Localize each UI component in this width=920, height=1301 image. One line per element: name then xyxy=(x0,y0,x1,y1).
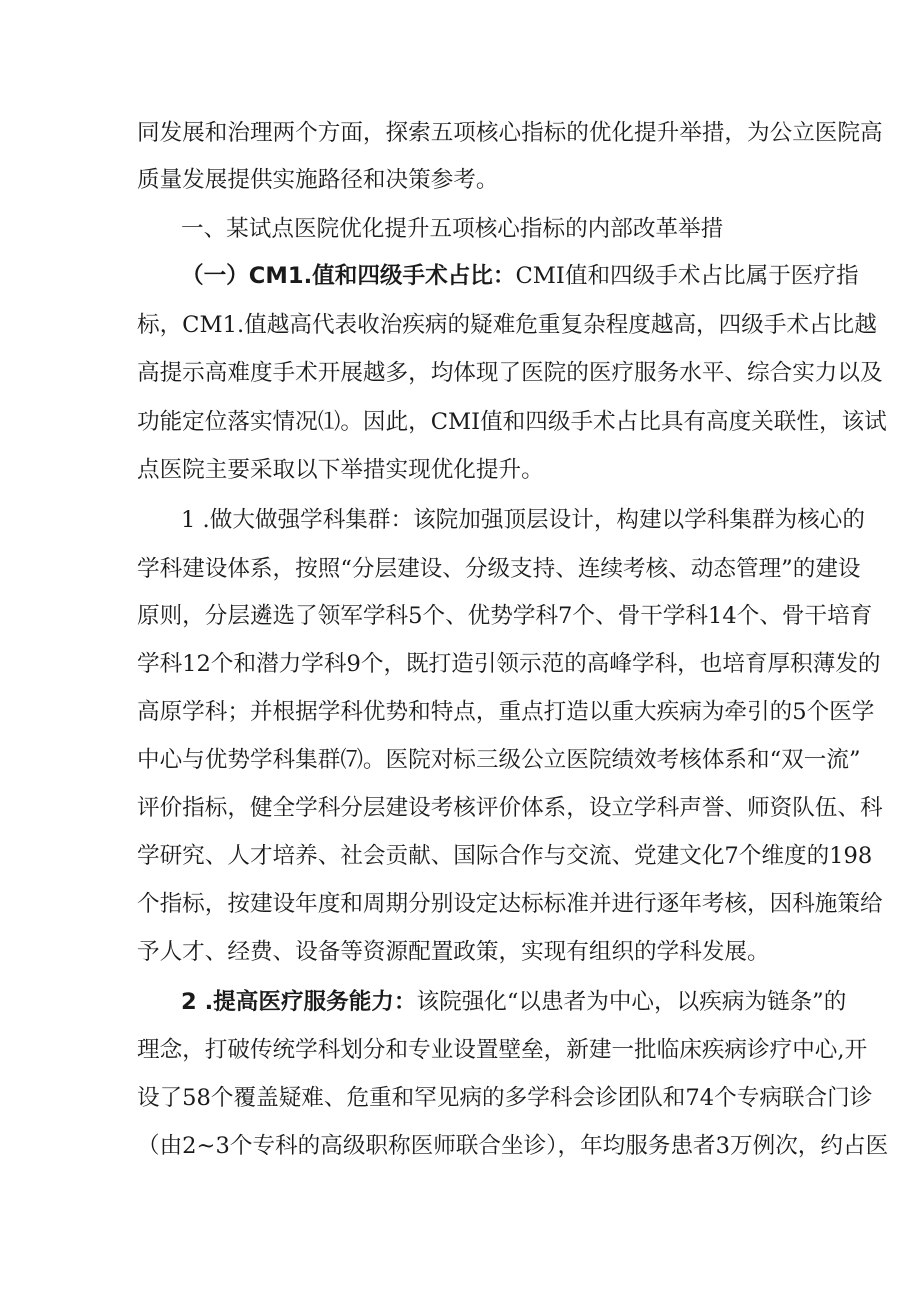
body-line: 设了58个覆盖疑难、危重和罕见病的多学科会诊团队和74个专病联合门诊 xyxy=(137,1085,873,1111)
section-heading: 一、某试点医院优化提升五项核心指标的内部改革举措 xyxy=(181,216,724,242)
body-line: 质量发展提供实施路径和决策参考。 xyxy=(137,167,499,193)
subsection-title: （一）CM1.值和四级手术占比： xyxy=(181,263,516,289)
item-title: 2 .提高医疗服务能力： xyxy=(181,989,417,1015)
body-line: 学研究、人才培养、社会贡献、国际合作与交流、党建文化7个维度的198 xyxy=(137,843,873,869)
body-line: 功能定位落实情况⑴。因此，CMI值和四级手术占比具有高度关联性，该试 xyxy=(137,409,887,435)
body-line: 评价指标，健全学科分层建设考核评价体系，设立学科声誉、师资队伍、科 xyxy=(137,795,883,821)
body-text: CMI值和四级手术占比属于医疗指 xyxy=(515,263,859,289)
body-line: 标，CM1.值越高代表收治疾病的疑难危重复杂程度越高，四级手术占比越 xyxy=(137,312,877,338)
body-line: 原则，分层遴选了领军学科5个、优势学科7个、骨干学科14个、骨干培育 xyxy=(137,603,873,629)
item-heading-line: 1 .做大做强学科集群：该院加强顶层设计，构建以学科集群为核心的 xyxy=(181,507,865,533)
body-line: 予人才、经费、设备等资源配置政策，实现有组织的学科发展。 xyxy=(137,939,770,965)
item-heading-line xyxy=(181,987,847,1017)
body-line: 理念，打破传统学科划分和专业设置壁垒，新建一批临床疾病诊疗中心,开 xyxy=(137,1037,868,1063)
body-line: （由2~3个专科的高级职称医师联合坐诊），年均服务患者3万例次，约占医 xyxy=(137,1133,889,1159)
body-line: 点医院主要采取以下举措实现优化提升。 xyxy=(137,457,544,483)
body-line: 学科建设体系，按照“分层建设、分级支持、连续考核、动态管理”的建设 xyxy=(137,556,861,582)
body-line: 学科12个和潜力学科9个，既打造引领示范的高峰学科，也培育厚积薄发的 xyxy=(137,651,881,677)
body-line: 高提示高难度手术开展越多，均体现了医院的医疗服务水平、综合实力以及 xyxy=(137,360,883,386)
body-line: 个指标，按建设年度和周期分别设定达标标准并进行逐年考核，因科施策给 xyxy=(137,891,883,917)
body-line: 高原学科；并根据学科优势和特点，重点打造以重大疾病为牵引的5个医学 xyxy=(137,699,875,725)
body-text: 该院强化“以患者为中心，以疾病为链条”的 xyxy=(416,989,847,1015)
body-line: 同发展和治理两个方面，探索五项核心指标的优化提升举措，为公立医院高 xyxy=(137,120,883,146)
body-line: 中心与优势学科集群⑺。医院对标三级公立医院绩效考核体系和“双一流” xyxy=(137,747,861,773)
subsection-line xyxy=(181,261,859,291)
